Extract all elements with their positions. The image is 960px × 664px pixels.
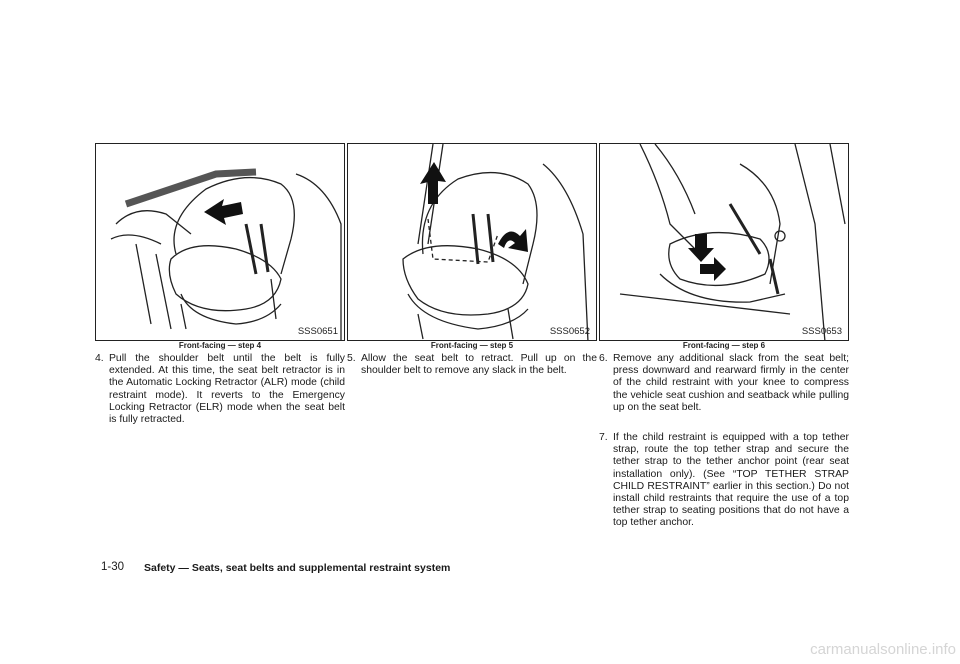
step-text: Allow the seat belt to retract. Pull up on the shoulder belt to remove any slack in the belt.	[361, 353, 597, 377]
figure-code: SSS0652	[549, 326, 590, 337]
step-6	[599, 353, 849, 414]
section-title: Safety — Seats, seat belts and supplemental restraint system	[144, 562, 451, 574]
step-7	[599, 432, 849, 530]
step-text: If the child restraint is equipped with a top tether strap, route the top tether strap and secure the tether strap to the tether anchor point (rear seat installation only). (See “TOP TETHER STRAP CHILD RESTRAINT” earlier in this section.) Do not install child restraints that require the use of a top tether strap to seating positions that do not have a top tether anchor.	[613, 432, 849, 529]
watermark: carmanualsonline.info	[810, 641, 956, 658]
step-text: Pull the shoulder belt until the belt is fully extended. At this time, the seat belt retractor is in the Automatic Locking Retractor (ALR) mode (child restraint mode). It reverts to the Emergency Locking Retractor (ELR) mode when the seat belt is fully retracted.	[109, 353, 345, 426]
illustration-step6	[600, 144, 849, 341]
figure-step4	[95, 143, 345, 341]
page-number: 1-30	[101, 561, 125, 573]
step-number: 7.	[599, 432, 608, 443]
figure-code: SSS0653	[801, 326, 842, 337]
figure-step5	[347, 143, 597, 341]
figure-caption: Front-facing — step 6	[682, 341, 766, 350]
illustration-step4	[96, 144, 345, 341]
step-number: 4.	[95, 353, 104, 364]
figure-step6	[599, 143, 849, 341]
illustration-step5	[348, 144, 597, 341]
figure-code: SSS0651	[297, 326, 338, 337]
step-number: 6.	[599, 353, 608, 364]
step-text: Remove any additional slack from the seat belt; press downward and rearward firmly in the center of the child restraint with your knee to compress the vehicle seat cushion and seatback while pulling up on the seat belt.	[613, 353, 849, 413]
step-5	[347, 353, 597, 377]
figure-caption: Front-facing — step 4	[178, 341, 262, 350]
step-number: 5.	[347, 353, 356, 364]
step-4	[95, 353, 345, 426]
figure-caption: Front-facing — step 5	[430, 341, 514, 350]
